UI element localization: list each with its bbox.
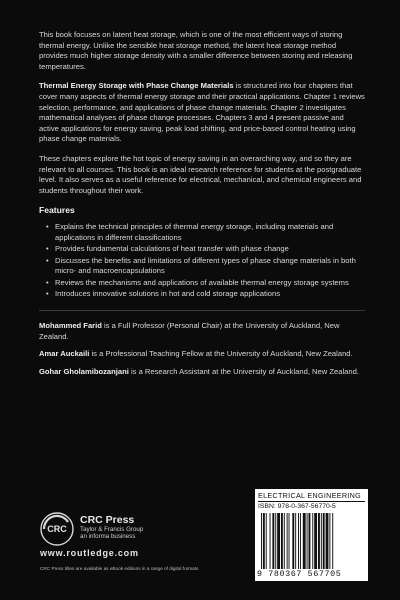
description-block [39, 30, 365, 384]
author-bio-text: is a Professional Teaching Fellow at the University of Auckland, New Zealand. [89, 349, 353, 359]
barcode-bar [309, 513, 311, 569]
feature-item: • Reviews the mechanisms and applications of available thermal energy storage systems [47, 278, 365, 289]
publisher-logo [40, 510, 200, 550]
publisher-name: CRC Press [80, 514, 135, 526]
barcode-panel [255, 489, 368, 581]
barcode-digits: 9 780367 567705 [257, 569, 342, 579]
publisher-website[interactable]: www.routledge.com [40, 548, 139, 558]
author-bio [39, 321, 365, 342]
author-bio-text: is a Research Assistant at the University of Auckland, New Zealand. [128, 366, 359, 376]
barcode-bar [318, 513, 320, 569]
barcode-bar [275, 513, 276, 569]
barcode-bar [287, 513, 288, 569]
isbn-label: ISBN: 978-0-367-56770-5 [258, 503, 336, 510]
book-title: Thermal Energy Storage with Phase Change Materials [39, 81, 234, 91]
subject-category: ELECTRICAL ENGINEERING [258, 491, 361, 500]
barcode-bar [332, 513, 333, 569]
publisher-business: an informa business [80, 533, 136, 541]
publisher-group: Taylor & Francis Group [80, 526, 144, 533]
author-name: Mohammed Farid [39, 321, 102, 331]
category-rule [258, 501, 365, 502]
barcode-bar [312, 513, 313, 569]
publisher-info [80, 514, 143, 541]
barcode-bar [281, 513, 283, 569]
ebook-note: CRC Press titles are available as eBook editions in a range of digital formats [40, 566, 199, 571]
crc-logo-icon [40, 512, 74, 546]
barcode-bar [300, 513, 301, 569]
barcode-bar [284, 513, 285, 569]
barcode-bar [272, 513, 274, 569]
feature-item: • Discusses the benefits and limitations of different types of phase change materials in both micro- and macroencapsulations [47, 256, 365, 277]
barcode-bar [270, 513, 271, 569]
barcode-bar [277, 513, 280, 569]
author-bio-text: is a Full Professor (Personal Chair) at the University of Auckland, New Zealand. [39, 321, 340, 341]
audience-paragraph: These chapters explore the hot topic of energy saving in an overarching way, and so they are relevant to all courses. This book is an ideal research reference for students at the postgraduate level. It also serves as a useful reference for electrical, mechanical, and chemical engineers and students throughout their work. [39, 153, 362, 195]
barcode-bar [298, 513, 299, 569]
intro-paragraph: This book focuses on latent heat storage, which is one of the most efficient ways of storing thermal energy. Unlike the sensible heat storage method, the latent heat storage method provides much higher storage density with a smaller difference between storing and releasing temperatures. [39, 30, 353, 71]
barcode-bar [292, 513, 294, 569]
barcode-bar [261, 513, 262, 569]
barcode-icon [261, 513, 365, 569]
logo-lettering: CRC [47, 524, 67, 534]
barcode-bar [323, 513, 325, 569]
barcode-bar [321, 513, 322, 569]
barcode-bar [329, 513, 330, 569]
barcode-bar [266, 513, 267, 569]
barcode-bar [295, 513, 296, 569]
structure-text: is structured into four chapters that cover many aspects of thermal energy storage and their practical applications. Chapter 1 reviews selection, performance, and applications of phase change materials. Chapter 2 investigates mathematical analyses of phase change processes. Chapters 3 and 4 present passive and active applications for energy saving, peak load shifting, and price-based control heating using phase change materials. [39, 81, 365, 144]
author-bio [39, 349, 365, 360]
barcode-bar [326, 513, 329, 569]
feature-item: • Provides fundamental calculations of heat transfer with phase change [47, 244, 365, 255]
section-divider [39, 310, 365, 311]
author-name: Amar Auckaili [39, 349, 90, 359]
barcode-bar [289, 513, 290, 569]
barcode-bar [303, 513, 306, 569]
feature-item: • Introduces innovative solutions in hot and cold storage applications [47, 289, 365, 300]
barcode-bar [263, 513, 265, 569]
structure-paragraph [39, 81, 365, 145]
barcode-bar [314, 513, 317, 569]
author-name: Gohar Gholamibozanjani [39, 366, 129, 376]
feature-item: • Explains the technical principles of thermal energy storage, including materials and applications in different classifications [47, 222, 365, 243]
features-list [39, 222, 365, 300]
features-heading: Features [39, 205, 75, 216]
barcode-bar [307, 513, 308, 569]
author-bio [39, 367, 365, 378]
